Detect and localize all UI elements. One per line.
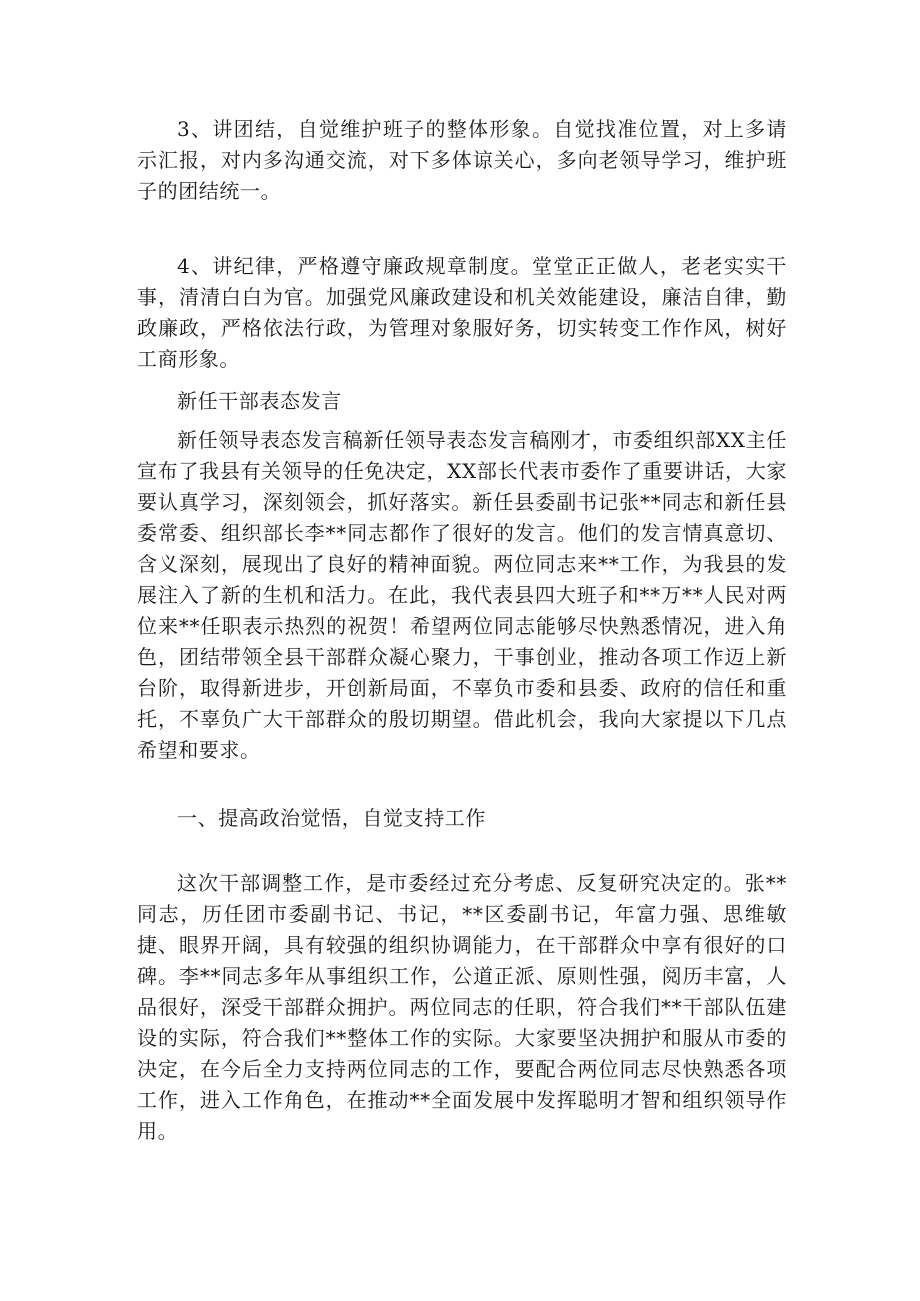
section-heading-political-awareness: 一、提高政治觉悟，自觉支持工作 bbox=[177, 806, 486, 830]
paragraph-speech-intro: 新任领导表态发言稿新任领导表态发言稿刚才，市委组织部XX主任宣布了我县有关领导的任免决定，XX部长代表市委作了重要讲话，大家要认真学习，深刻领会，抓好落实。新任县委副书记张**同志和新任县委常委、组织部长李**同志都作了很好的发言。他们的发言情真意切、含义深刻，展现出了良好的精神面貌。两位同志来**工作，为我县的发展注入了新的生机和活力。在此，我代表县四大班子和**万**人民对两位来**任职表示热烈的祝贺！希望两位同志能够尽快熟悉情况，进入角色，团结带领全县干部群众凝心聚力，干事创业，推动各项工作迈上新台阶，取得新进步，开创新局面，不辜负市委和县委、政府的信任和重托，不辜负广大干部群众的殷切期望。借此机会，我向大家提以下几点希望和要求。 bbox=[137, 428, 787, 762]
paragraph-discipline: 4、讲纪律，严格遵守廉政规章制度。堂堂正正做人，老老实实干事，清清白白为官。加强党风廉政建设和机关效能建设，廉洁自律，勤政廉政，严格依法行政，为管理对象服好务，切实转变工作作风，树好工商形象。 bbox=[137, 254, 787, 371]
paragraph-cadre-adjustment: 这次干部调整工作，是市委经过充分考虑、反复研究决定的。张**同志，历任团市委副书记、书记，**区委副书记，年富力强、思维敏捷、眼界开阔，具有较强的组织协调能力，在干部群众中享有很好的口碑。李**同志多年从事组织工作，公道正派、原则性强，阅历丰富，人品很好，深受干部群众拥护。两位同志的任职，符合我们**干部队伍建设的实际，符合我们**整体工作的实际。大家要坚决拥护和服从市委的决定，在今后全力支持两位同志的工作，要配合两位同志尽快熟悉各项工作，进入工作角色，在推动**全面发展中发挥聪明才智和组织领导作用。 bbox=[137, 871, 787, 1143]
paragraph-unity: 3、讲团结，自觉维护班子的整体形象。自觉找准位置，对上多请示汇报，对内多沟通交流，对下多体谅关心，多向老领导学习，维护班子的团结统一。 bbox=[137, 117, 787, 203]
section-heading: 新任干部表态发言 bbox=[177, 389, 342, 413]
